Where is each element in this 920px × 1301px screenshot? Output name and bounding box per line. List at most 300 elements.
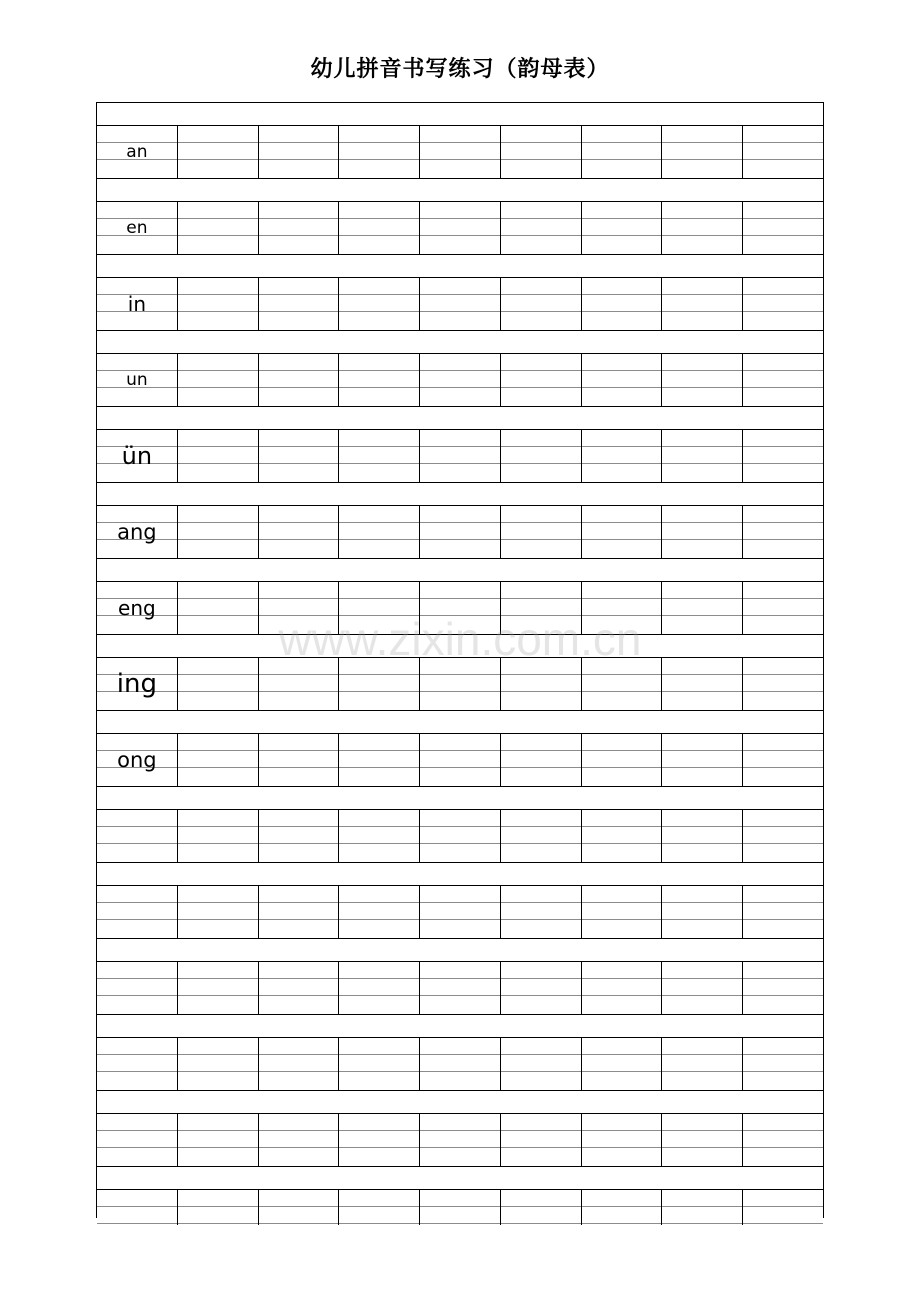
label-cell [97,886,178,938]
practice-cell [501,734,582,786]
guide-line [501,902,581,903]
label-cell [97,126,178,178]
gap-row [97,1167,823,1190]
guide-line [662,615,742,616]
practice-cell [339,202,420,254]
practice-cell [662,430,743,482]
guide-line [420,1071,500,1072]
guide-line [420,750,500,751]
practice-cell [339,810,420,862]
practice-cell [743,202,823,254]
pinyin-final-label: in [127,292,146,316]
guide-line [259,1130,339,1131]
guide-line [662,218,742,219]
guide-line [97,995,177,996]
guide-line [582,978,662,979]
practice-cell [420,886,501,938]
practice-cell [743,582,823,634]
practice-cell [178,430,259,482]
guide-line [339,995,419,996]
guide-line [501,446,581,447]
guide-line [178,826,258,827]
practice-cell [662,126,743,178]
guide-line [662,311,742,312]
label-cell [97,1190,178,1225]
guide-line [743,387,823,388]
guide-line [743,1054,823,1055]
practice-cell [582,1190,663,1225]
practice-cell [743,734,823,786]
practice-cell [743,430,823,482]
guide-line [501,370,581,371]
guide-line [339,978,419,979]
practice-cell [582,430,663,482]
guide-line [582,1071,662,1072]
guide-line [420,826,500,827]
practice-row [97,354,823,407]
guide-line [420,370,500,371]
guide-line [662,843,742,844]
guide-line [178,446,258,447]
guide-line [259,218,339,219]
guide-line [339,446,419,447]
guide-line [743,902,823,903]
gap-row [97,103,823,126]
guide-line [178,978,258,979]
practice-row [97,1190,823,1225]
guide-line [339,674,419,675]
guide-line [662,674,742,675]
guide-line [420,1130,500,1131]
label-cell [97,202,178,254]
label-cell [97,1038,178,1090]
practice-cell [178,1190,259,1225]
guide-line [339,1147,419,1148]
guide-line [743,539,823,540]
gap-row [97,1015,823,1038]
guide-line [582,522,662,523]
practice-cell [339,1038,420,1090]
guide-line [178,1071,258,1072]
practice-cell [420,126,501,178]
guide-line [178,218,258,219]
guide-line [339,1223,419,1224]
guide-line [662,522,742,523]
guide-line [501,1130,581,1131]
gap-row [97,939,823,962]
guide-line [420,463,500,464]
guide-line [178,463,258,464]
practice-cell [743,658,823,710]
guide-line [339,294,419,295]
practice-row [97,962,823,1015]
practice-cell [501,354,582,406]
guide-line [662,387,742,388]
practice-cell [339,506,420,558]
guide-line [582,370,662,371]
practice-cell [582,202,663,254]
label-cell [97,582,178,634]
practice-row [97,506,823,559]
practice-cell [339,430,420,482]
practice-cell [178,354,259,406]
guide-line [420,1223,500,1224]
guide-line [743,294,823,295]
guide-line [501,826,581,827]
practice-cell [339,962,420,1014]
guide-line [178,370,258,371]
guide-line [582,1206,662,1207]
guide-line [662,750,742,751]
practice-row [97,278,823,331]
practice-cell [582,1114,663,1166]
guide-line [178,767,258,768]
practice-cell [339,1114,420,1166]
guide-line [582,750,662,751]
guide-line [501,767,581,768]
guide-line [501,674,581,675]
guide-line [743,826,823,827]
guide-line [582,311,662,312]
gap-row [97,483,823,506]
practice-cell [662,962,743,1014]
guide-line [662,1071,742,1072]
guide-line [178,674,258,675]
practice-cell [501,1038,582,1090]
practice-cell [662,278,743,330]
practice-cell [743,506,823,558]
guide-line [662,691,742,692]
practice-cell [662,810,743,862]
guide-line [339,387,419,388]
practice-cell [420,506,501,558]
practice-cell [339,278,420,330]
guide-line [259,294,339,295]
guide-line [501,463,581,464]
practice-cell [259,582,340,634]
writing-grid [96,102,824,1218]
practice-cell [501,886,582,938]
guide-line [420,978,500,979]
guide-line [339,767,419,768]
guide-line [420,1206,500,1207]
pinyin-final-label: eng [118,596,156,620]
gap-row [97,179,823,202]
guide-line [339,142,419,143]
guide-line [501,522,581,523]
guide-line [259,1206,339,1207]
guide-line [178,235,258,236]
guide-line [259,674,339,675]
practice-cell [501,126,582,178]
guide-line [178,615,258,616]
guide-line [97,1071,177,1072]
guide-line [178,1147,258,1148]
guide-line [178,294,258,295]
practice-cell [259,126,340,178]
guide-line [743,995,823,996]
guide-line [501,1206,581,1207]
guide-line [743,978,823,979]
practice-cell [743,1190,823,1225]
guide-line [259,615,339,616]
gap-row [97,863,823,886]
guide-line [420,674,500,675]
guide-line [420,995,500,996]
guide-line [501,235,581,236]
guide-line [178,159,258,160]
guide-line [178,902,258,903]
guide-line [582,294,662,295]
pinyin-final-label: en [126,218,148,238]
guide-line [743,463,823,464]
guide-line [97,978,177,979]
guide-line [662,294,742,295]
practice-cell [420,278,501,330]
guide-line [259,767,339,768]
practice-cell [501,582,582,634]
practice-row [97,126,823,179]
guide-line [259,978,339,979]
guide-line [662,826,742,827]
practice-cell [178,582,259,634]
guide-line [662,919,742,920]
practice-cell [743,886,823,938]
guide-line [662,446,742,447]
guide-line [178,1223,258,1224]
guide-line [501,142,581,143]
practice-cell [259,202,340,254]
pinyin-final-label: ing [116,669,157,699]
guide-line [420,142,500,143]
practice-row [97,1114,823,1167]
guide-line [743,767,823,768]
guide-line [501,539,581,540]
guide-line [259,843,339,844]
guide-line [178,142,258,143]
guide-line [743,691,823,692]
gap-row [97,635,823,658]
guide-line [97,1130,177,1131]
label-cell [97,962,178,1014]
guide-line [662,1147,742,1148]
guide-line [259,691,339,692]
practice-cell [178,1114,259,1166]
gap-row [97,255,823,278]
guide-line [743,218,823,219]
label-cell [97,734,178,786]
practice-cell [420,658,501,710]
guide-line [420,1147,500,1148]
guide-line [97,843,177,844]
practice-cell [420,962,501,1014]
practice-row [97,810,823,863]
guide-line [501,843,581,844]
guide-line [178,995,258,996]
practice-row [97,202,823,255]
practice-cell [582,278,663,330]
guide-line [259,159,339,160]
guide-line [582,463,662,464]
guide-line [501,387,581,388]
guide-line [420,539,500,540]
guide-line [178,539,258,540]
guide-line [582,1147,662,1148]
practice-row [97,886,823,939]
guide-line [259,446,339,447]
guide-line [501,598,581,599]
practice-cell [582,126,663,178]
guide-line [501,1147,581,1148]
guide-line [178,311,258,312]
guide-line [420,615,500,616]
practice-cell [501,962,582,1014]
label-cell [97,506,178,558]
guide-line [178,522,258,523]
guide-line [743,674,823,675]
practice-cell [420,734,501,786]
guide-line [339,615,419,616]
guide-line [743,1147,823,1148]
guide-line [582,843,662,844]
guide-line [662,902,742,903]
practice-cell [420,430,501,482]
practice-cell [339,126,420,178]
practice-cell [743,1114,823,1166]
practice-cell [259,1038,340,1090]
guide-line [259,826,339,827]
practice-cell [582,354,663,406]
guide-line [339,1130,419,1131]
guide-line [501,1054,581,1055]
guide-line [743,235,823,236]
guide-line [501,311,581,312]
guide-line [97,1054,177,1055]
guide-line [420,919,500,920]
guide-line [743,1071,823,1072]
guide-line [501,1223,581,1224]
practice-cell [501,1114,582,1166]
gap-row [97,407,823,430]
practice-cell [501,202,582,254]
guide-line [743,159,823,160]
gap-row [97,711,823,734]
guide-line [259,463,339,464]
guide-line [420,294,500,295]
practice-cell [420,582,501,634]
practice-cell [420,1114,501,1166]
guide-line [662,1130,742,1131]
guide-line [582,1223,662,1224]
practice-cell [420,354,501,406]
practice-cell [662,1190,743,1225]
guide-line [259,919,339,920]
pinyin-final-label: ang [117,520,157,544]
practice-cell [501,506,582,558]
practice-cell [259,1190,340,1225]
guide-line [259,1071,339,1072]
practice-cell [339,734,420,786]
pinyin-final-label: ün [121,442,153,470]
guide-line [259,598,339,599]
guide-line [97,1147,177,1148]
guide-line [259,750,339,751]
practice-cell [259,430,340,482]
guide-line [743,142,823,143]
guide-line [582,674,662,675]
page-title: 幼儿拼音书写练习（韵母表） [310,56,610,82]
practice-cell [420,1038,501,1090]
practice-cell [259,658,340,710]
guide-line [662,767,742,768]
label-cell [97,1114,178,1166]
guide-line [501,218,581,219]
label-cell [97,658,178,710]
guide-line [259,387,339,388]
guide-line [178,1130,258,1131]
label-cell [97,430,178,482]
label-cell [97,354,178,406]
guide-line [662,1223,742,1224]
guide-line [259,370,339,371]
guide-line [501,159,581,160]
guide-line [259,995,339,996]
guide-line [662,539,742,540]
guide-line [582,1130,662,1131]
practice-cell [662,582,743,634]
guide-line [743,1206,823,1207]
practice-cell [178,278,259,330]
guide-line [97,919,177,920]
practice-cell [259,886,340,938]
guide-line [582,446,662,447]
practice-cell [178,886,259,938]
guide-line [259,1054,339,1055]
guide-line [420,446,500,447]
guide-line [420,218,500,219]
guide-line [339,159,419,160]
practice-cell [743,810,823,862]
guide-line [339,919,419,920]
guide-line [420,522,500,523]
guide-line [339,750,419,751]
guide-line [97,826,177,827]
guide-line [743,1223,823,1224]
guide-line [662,598,742,599]
practice-cell [259,506,340,558]
guide-line [420,235,500,236]
guide-line [178,919,258,920]
practice-cell [662,506,743,558]
guide-line [178,750,258,751]
practice-cell [259,354,340,406]
guide-line [420,843,500,844]
guide-line [339,235,419,236]
guide-line [259,539,339,540]
practice-cell [662,1114,743,1166]
guide-line [420,598,500,599]
guide-line [582,235,662,236]
guide-line [582,995,662,996]
guide-line [582,919,662,920]
guide-line [743,370,823,371]
practice-cell [501,1190,582,1225]
practice-cell [178,810,259,862]
guide-line [501,750,581,751]
guide-line [662,995,742,996]
practice-cell [259,1114,340,1166]
guide-line [339,902,419,903]
